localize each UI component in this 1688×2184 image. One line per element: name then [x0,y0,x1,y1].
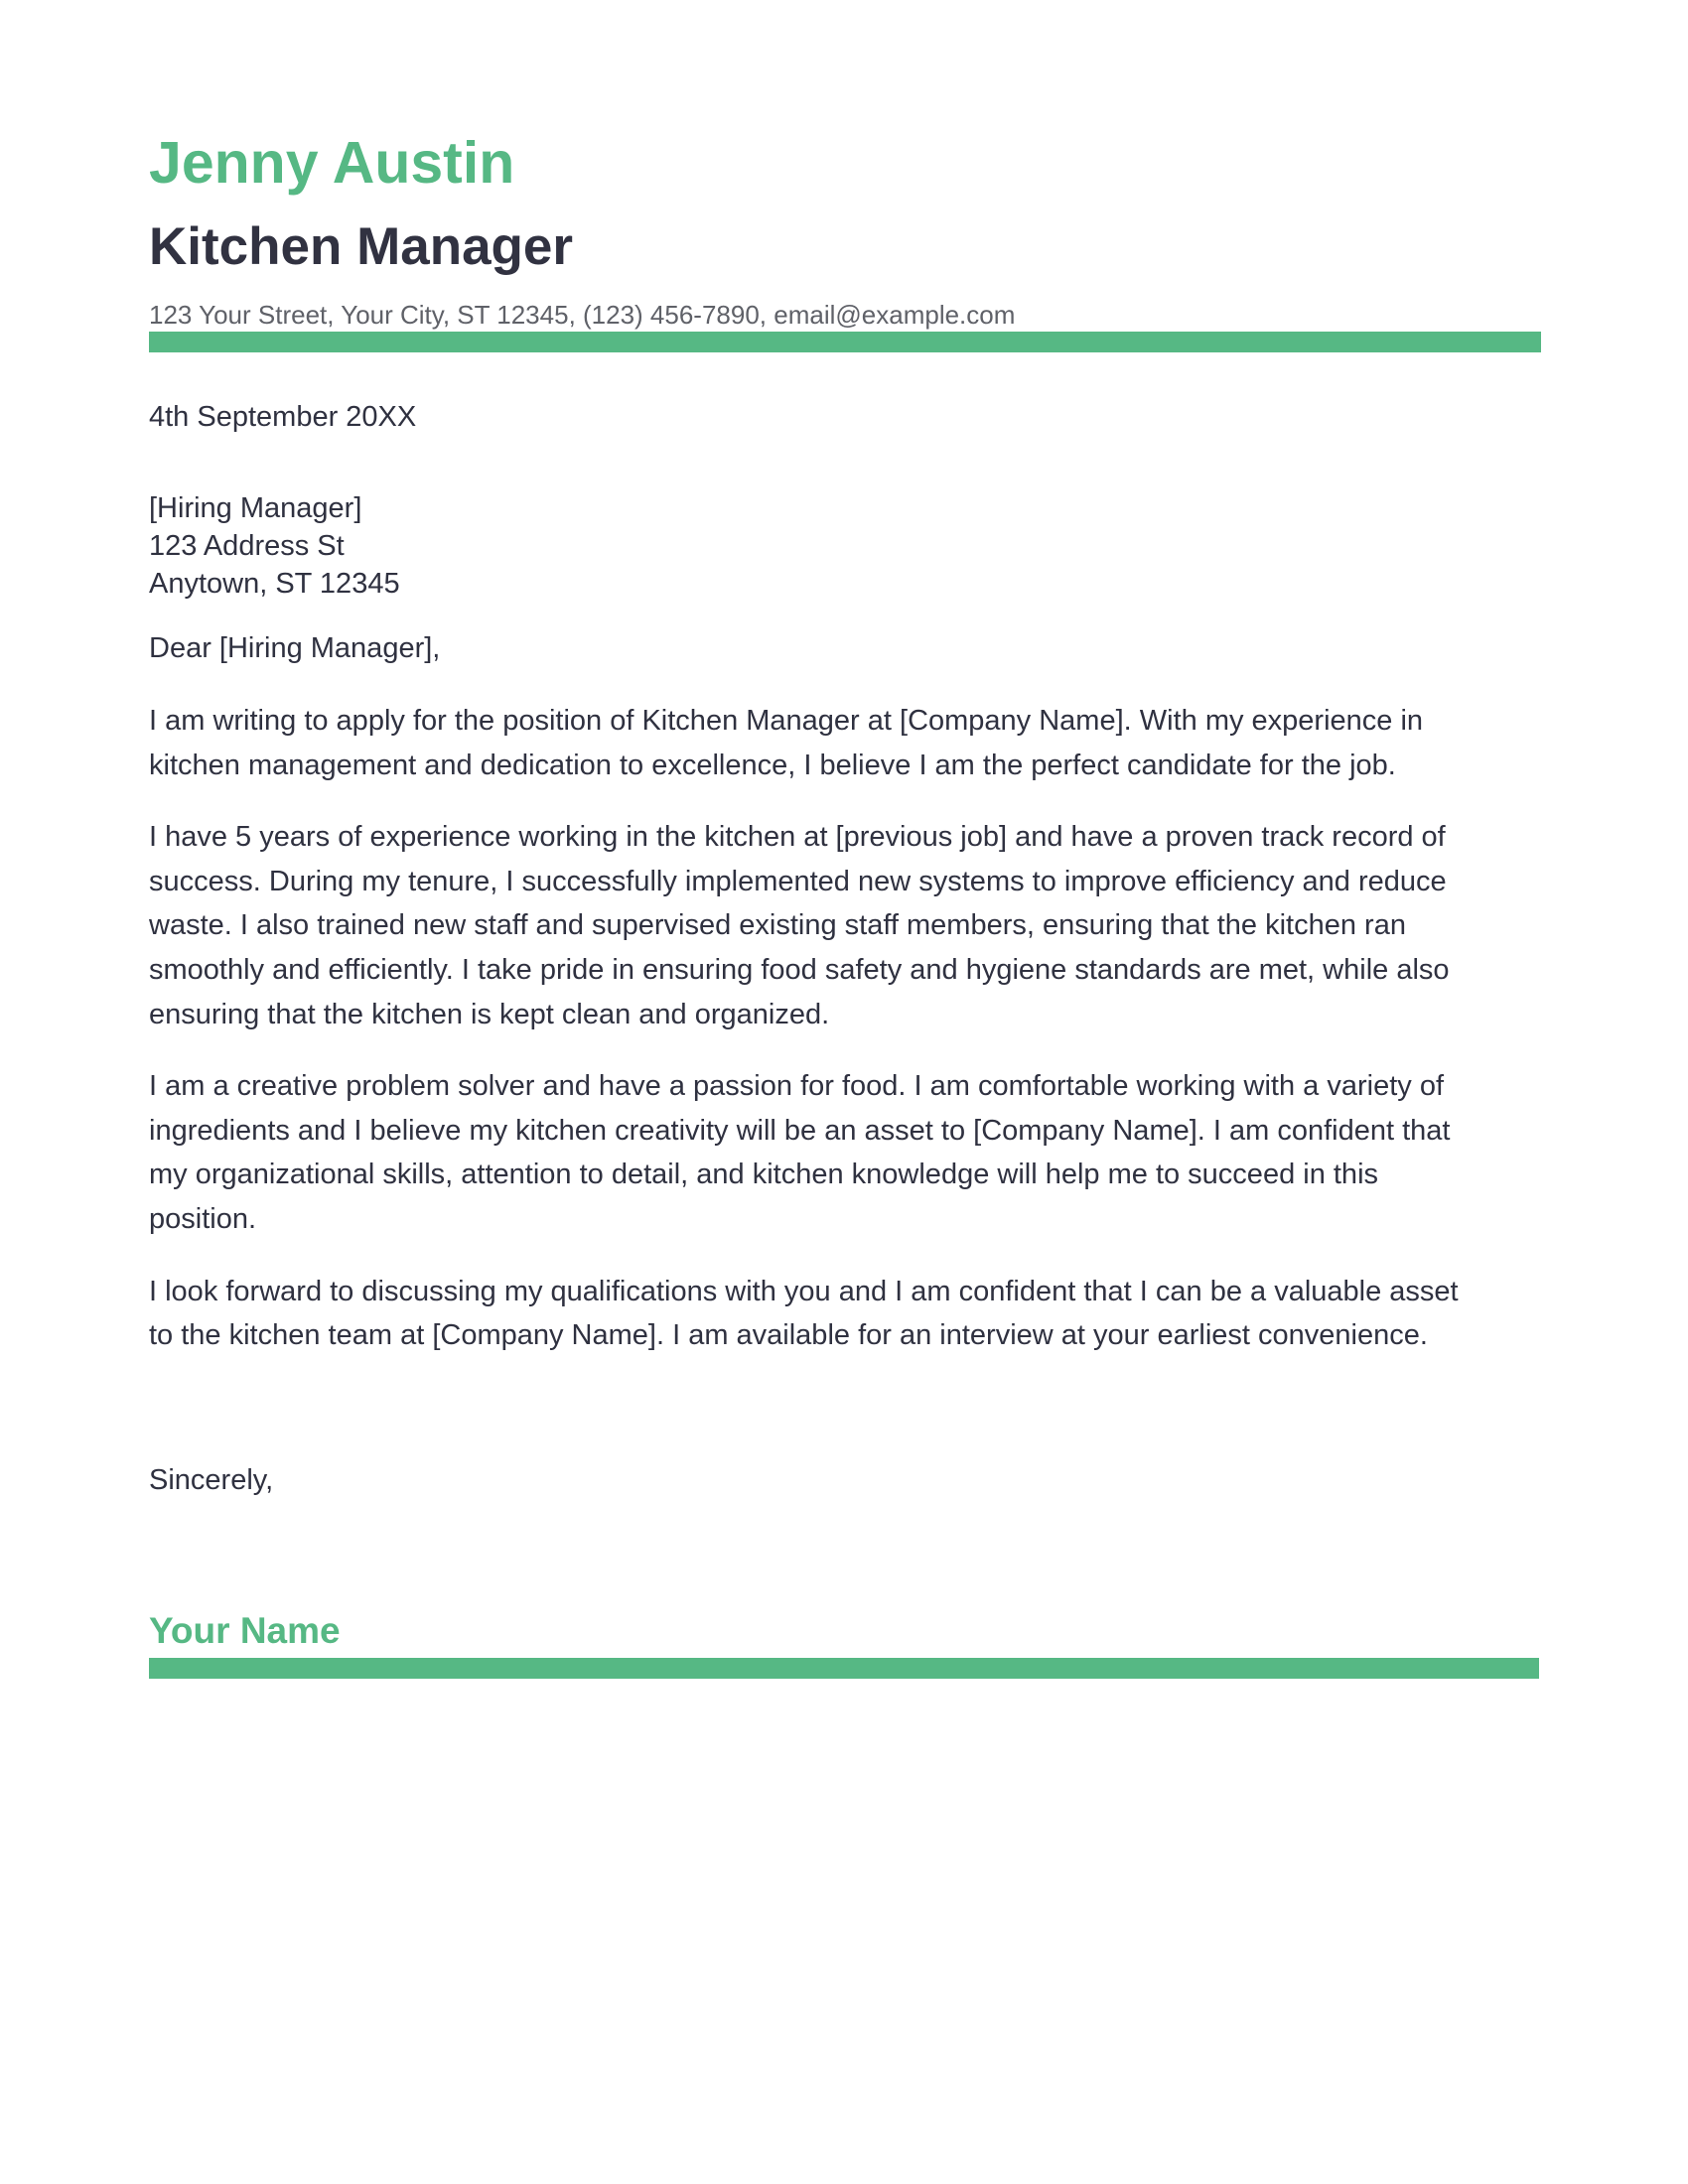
paragraph-line: success. During my tenure, I successfully implemented new systems to improve efficiency and reduce [149,865,1447,897]
recipient-line: Anytown, ST 12345 [149,568,400,600]
body-paragraph [149,1270,1559,1358]
paragraph-line: ingredients and I believe my kitchen creativity will be an asset to [Company Name]. I am confident that [149,1114,1451,1147]
recipient-line: [Hiring Manager] [149,492,362,524]
paragraph-line: waste. I also trained new staff and supervised existing staff members, ensuring that the kitchen ran [149,909,1406,942]
cover-letter-page [149,0,1539,2184]
closing: Sincerely, [149,1464,274,1496]
recipient-address [149,489,400,603]
salutation: Dear [Hiring Manager], [149,632,441,664]
footer-divider [149,1658,1539,1679]
recipient-line: 123 Address St [149,530,345,562]
paragraph-line: I look forward to discussing my qualifications with you and I am confident that I can be a valuable asset [149,1275,1459,1307]
signature-name: Your Name [149,1610,341,1651]
paragraph-line: I am a creative problem solver and have a passion for food. I am comfortable working with a variety of [149,1070,1445,1103]
job-title: Kitchen Manager [149,217,574,276]
letter-date: 4th September 20XX [149,401,417,433]
body-paragraph [149,815,1559,1036]
paragraph-line: I am writing to apply for the position of Kitchen Manager at [Company Name]. With my experience in [149,705,1424,737]
body-paragraph [149,699,1559,787]
applicant-name: Jenny Austin [149,130,515,196]
contact-line: 123 Your Street, Your City, ST 12345, (123) 456-7890, email@example.com [149,300,1016,330]
paragraph-line: I have 5 years of experience working in the kitchen at [previous job] and have a proven track record of [149,821,1446,854]
paragraph-line: ensuring that the kitchen is kept clean and organized. [149,998,830,1030]
paragraph-line: position. [149,1202,257,1235]
paragraph-line: kitchen management and dedication to excellence, I believe I am the perfect candidate for the job. [149,749,1396,781]
letter-body [149,699,1559,1386]
paragraph-line: to the kitchen team at [Company Name]. I am available for an interview at your earliest convenience. [149,1319,1428,1352]
paragraph-line: smoothly and efficiently. I take pride in ensuring food safety and hygiene standards are met, while also [149,953,1450,986]
header-divider [149,332,1541,352]
paragraph-line: my organizational skills, attention to detail, and kitchen knowledge will help me to succeed in this [149,1159,1379,1191]
body-paragraph [149,1064,1559,1241]
